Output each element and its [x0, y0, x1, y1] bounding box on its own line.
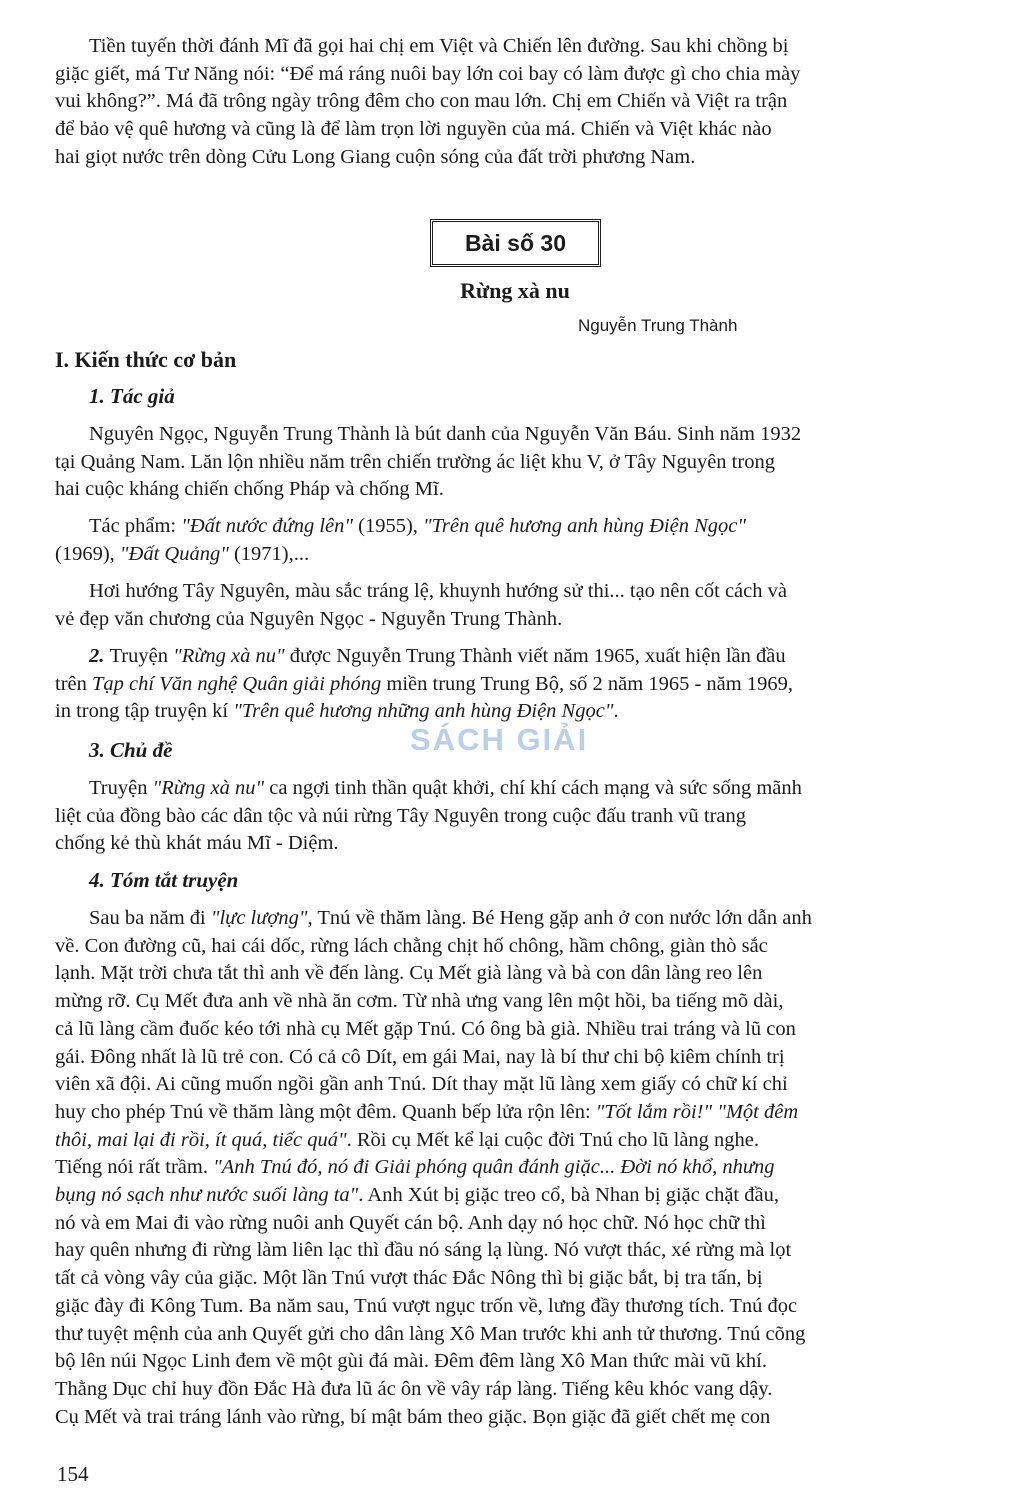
text-line: hay quên nhưng đi rừng làm liên lạc thì đầu nó sáng lạ lùng. Nó vượt thác, xé rừng mà lọt — [55, 1239, 792, 1262]
text-line: giặc đày đi Kông Tum. Ba năm sau, Tnú vượt ngục trốn về, lưng đầy thương tích. Tnú đọc — [55, 1294, 798, 1317]
text-line: nó và em Mai đi vào rừng nuôi anh Quyết cán bộ. Anh dạy nó học chữ. Nó học chữ thì — [55, 1211, 766, 1234]
text-line: Hơi hướng Tây Nguyên, màu sắc tráng lệ, khuynh hướng sử thi... tạo nên cốt cách và — [89, 580, 787, 602]
works-paragraph — [55, 513, 985, 568]
text-line: in trong tập truyện kí "Trên quê hương những anh hùng Điện Ngọc". — [55, 700, 619, 723]
text-line: Tiền tuyến thời đánh Mĩ đã gọi hai chị em Việt và Chiến lên đường. Sau khi chồng bị — [89, 35, 789, 57]
watermark-logo: SÁCH GIẢI — [410, 722, 589, 757]
text-line: vẻ đẹp văn chương của Nguyên Ngọc - Nguyễn Trung Thành. — [55, 607, 563, 630]
text-line: 2. Truyện "Rừng xà nu" được Nguyễn Trung Thành viết năm 1965, xuất hiện lần đầu — [89, 645, 786, 667]
lesson-author: Nguyễn Trung Thành — [578, 316, 738, 335]
text-line: bộ lên núi Ngọc Linh đem về một gùi đá mài. Đêm đêm làng Xô Man thức mài vũ khí. — [55, 1350, 767, 1373]
text-line: (1969), "Đất Quảng" (1971),... — [55, 542, 310, 565]
text-line: Truyện "Rừng xà nu" ca ngợi tinh thần quật khởi, chí khí cách mạng và sức sống mãnh — [89, 777, 802, 799]
text-line: Nguyên Ngọc, Nguyễn Trung Thành là bút danh của Nguyễn Văn Báu. Sinh năm 1932 — [89, 423, 802, 445]
text-line: tất cả vòng vây của giặc. Một lần Tnú vượt thác Đắc Nông thì bị giặc bắt, bị tra tấn, bị — [55, 1267, 763, 1290]
text-line: Tiếng nói rất trầm. "Anh Tnú đó, nó đi Giải phóng quân đánh giặc... Đời nó khổ, nhưng — [55, 1156, 775, 1179]
text-line: về. Con đường cũ, hai cái dốc, rừng lách chằng chịt hố chông, hầm chông, giàn thò sắc — [55, 934, 768, 957]
text-line: viên xã đội. Ai cũng muốn ngồi gần anh Tnú. Dít thay mặt lũ làng xem giấy có chữ kí chỉ — [55, 1073, 788, 1096]
text-line: Tác phẩm: "Đất nước đứng lên" (1955), "Trên quê hương anh hùng Điện Ngọc" — [89, 515, 746, 537]
intro-paragraph — [55, 33, 985, 172]
lesson-title: Rừng xà nu — [460, 278, 570, 303]
text-line: Sau ba năm đi "lực lượng", Tnú về thăm làng. Bé Heng gặp anh ở con nước lớn dẫn anh — [89, 907, 812, 929]
subheading-summary: 4. Tóm tắt truyện — [89, 868, 239, 892]
text-line: hai cuộc kháng chiến chống Pháp và chống Mĩ. — [55, 478, 444, 501]
text-line: Thằng Dục chỉ huy đồn Đắc Hà đưa lũ ác ôn về vây ráp làng. Tiếng kêu khóc vang dậy. — [55, 1377, 773, 1400]
text-line: thôi, mai lại đi rồi, ít quá, tiếc quá". Rồi cụ Mết kể lại cuộc đời Tnú cho lũ làng nghe. — [55, 1128, 760, 1151]
style-paragraph — [55, 578, 985, 633]
theme-paragraph — [55, 775, 985, 858]
text-line: giặc giết, má Tư Năng nói: “Để má ráng nuôi bay lớn coi bay có làm được gì cho chia mày — [55, 62, 801, 85]
lesson-number-box: Bài số 30 — [430, 219, 601, 267]
story-info-paragraph — [55, 643, 985, 726]
text-line: tại Quảng Nam. Lăn lộn nhiều năm trên chiến trường ác liệt khu V, ở Tây Nguyên trong — [55, 450, 775, 473]
section-heading: I. Kiến thức cơ bản — [55, 347, 237, 372]
text-line: cả lũ làng cầm đuốc kéo tới nhà cụ Mết gặp Tnú. Có ông bà già. Nhiều trai tráng và lũ con — [55, 1017, 796, 1040]
author-paragraph — [55, 421, 985, 504]
text-line: liệt của đồng bào các dân tộc và núi rừng Tây Nguyên trong cuộc đấu tranh vũ trang — [55, 804, 746, 827]
text-line: huy cho phép Tnú về thăm làng một đêm. Quanh bếp lửa rộn lên: "Tốt lắm rồi!" "Một đêm — [55, 1100, 799, 1123]
text-line: thư tuyệt mệnh của anh Quyết gửi cho dân làng Xô Man trước khi anh tử thương. Tnú cõng — [55, 1322, 806, 1345]
text-line: trên Tạp chí Văn nghệ Quân giải phóng miền trung Trung Bộ, số 2 năm 1965 - năm 1969, — [55, 672, 793, 695]
text-line: lạnh. Mặt trời chưa tắt thì anh về đến làng. Cụ Mết già làng và bà con dân làng reo lên — [55, 962, 763, 985]
page-number: 154 — [57, 1462, 89, 1486]
text-line: vui không?”. Má đã trông ngày trông đêm cho con mau lớn. Chị em Chiến và Việt ra trận — [55, 90, 788, 113]
text-line: Cụ Mết và trai tráng lánh vào rừng, bí mật bám theo giặc. Bọn giặc đã giết chết mẹ con — [55, 1405, 771, 1428]
text-line: để bảo vệ quê hương và cũng là để làm trọn lời nguyền của má. Chiến và Việt khác nào — [55, 118, 772, 141]
summary-paragraph — [55, 905, 985, 1431]
subheading-author: 1. Tác giả — [89, 384, 175, 408]
subheading-theme: 3. Chủ đề — [89, 738, 173, 762]
text-line: gái. Đông nhất là lũ trẻ con. Có cả cô Dít, em gái Mai, nay là bí thư chi bộ kiêm chính trị — [55, 1045, 785, 1068]
text-line: hai giọt nước trên dòng Cửu Long Giang cuộn sóng của đất trời phương Nam. — [55, 145, 696, 168]
text-line: chống kẻ thù khát máu Mĩ - Diệm. — [55, 832, 339, 855]
text-line: bụng nó sạch như nước suối làng ta". Anh Xút bị giặc treo cổ, bà Nhan bị giặc chặt đầu, — [55, 1184, 779, 1207]
text-line: mừng rỡ. Cụ Mết đưa anh về nhà ăn cơm. Từ nhà ưng vang lên một hồi, ba tiếng mõ dài, — [55, 990, 784, 1013]
